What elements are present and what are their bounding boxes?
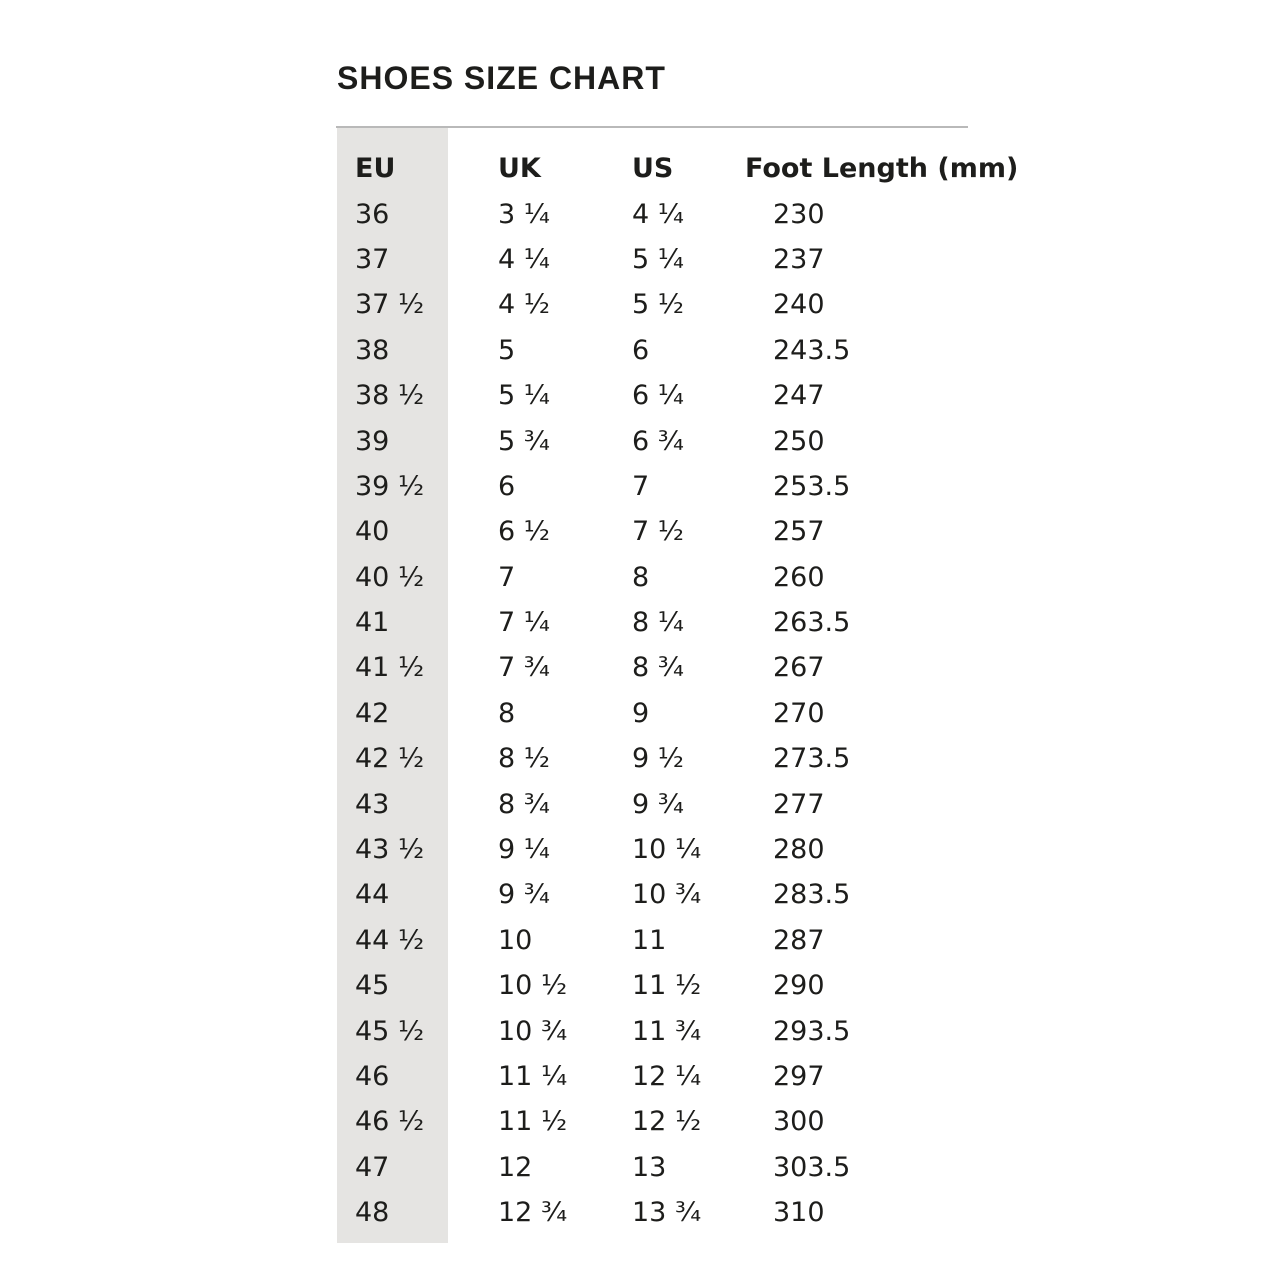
table-row [337, 872, 1027, 917]
us-size-cell: 12 ¼ [632, 1061, 702, 1092]
uk-size-cell: 5 ¾ [498, 425, 550, 457]
uk-size-cell: 4 ½ [498, 289, 550, 321]
us-size-cell: 13 [632, 1151, 667, 1183]
foot-length-cell: 243.5 [773, 334, 851, 366]
foot-length-cell: 283.5 [773, 879, 851, 911]
table-row [337, 328, 1027, 373]
table-row [337, 282, 1027, 327]
foot-length-cell: 273.5 [773, 743, 851, 775]
table-row [337, 191, 1027, 236]
uk-size-cell: 3 ¼ [498, 198, 550, 230]
foot-length-cell: 290 [773, 970, 825, 1002]
eu-size-cell: 41 ½ [355, 652, 425, 684]
table-header-row [337, 146, 1027, 191]
us-size-cell: 10 ¼ [632, 834, 702, 866]
eu-size-cell: 43 [355, 788, 390, 820]
us-size-cell: 5 ¼ [632, 243, 684, 275]
us-size-cell: 8 ¾ [632, 652, 684, 684]
us-size-cell: 7 ½ [632, 516, 684, 548]
eu-size-cell: 41 [355, 607, 390, 639]
us-size-cell: 10 ¾ [632, 879, 702, 911]
eu-size-cell: 38 [355, 334, 390, 366]
foot-length-cell: 300 [773, 1106, 825, 1138]
table-row [337, 781, 1027, 826]
eu-size-cell: 45 ½ [355, 1015, 425, 1047]
table-row [337, 1145, 1027, 1190]
uk-size-cell: 11 ¼ [498, 1061, 568, 1092]
us-size-cell: 8 [632, 561, 650, 593]
table-row [337, 418, 1027, 463]
uk-size-cell: 10 [498, 924, 533, 956]
us-size-cell: 11 [632, 924, 667, 956]
uk-size-cell: 10 ¾ [498, 1015, 568, 1047]
uk-size-cell: 7 ¼ [498, 607, 550, 639]
foot-length-cell: 240 [773, 289, 825, 321]
us-size-cell: 4 ¼ [632, 198, 684, 230]
uk-size-cell: 6 [498, 470, 516, 502]
eu-size-cell: 44 ½ [355, 924, 425, 956]
us-size-cell: 9 [632, 697, 650, 729]
uk-size-cell: 9 ¾ [498, 879, 550, 911]
foot-length-cell: 267 [773, 652, 825, 684]
foot-length-cell: 253.5 [773, 470, 851, 502]
foot-length-cell: 250 [773, 425, 825, 457]
foot-length-cell: 293.5 [773, 1015, 851, 1047]
foot-length-cell: 297 [773, 1061, 825, 1092]
foot-length-cell: 257 [773, 516, 825, 548]
foot-length-cell: 287 [773, 924, 825, 956]
foot-length-cell: 230 [773, 198, 825, 230]
table-row [337, 645, 1027, 690]
eu-size-cell: 40 ½ [355, 561, 425, 593]
uk-size-cell: 11 ½ [498, 1106, 568, 1138]
eu-size-cell: 45 [355, 970, 390, 1002]
table-row [337, 918, 1027, 963]
uk-size-cell: 9 ¼ [498, 834, 550, 866]
page-title: SHOES SIZE CHART [337, 60, 666, 96]
us-size-cell: 11 ½ [632, 970, 702, 1002]
foot-length-cell: 280 [773, 834, 825, 866]
uk-size-cell: 12 ¾ [498, 1197, 568, 1229]
us-size-cell: 12 ½ [632, 1106, 702, 1138]
foot-length-cell: 277 [773, 788, 825, 820]
foot-length-cell: 237 [773, 243, 825, 275]
table-row [337, 1190, 1027, 1235]
column-header-uk: UK [498, 153, 541, 185]
uk-size-cell: 6 ½ [498, 516, 550, 548]
table-row [337, 555, 1027, 600]
eu-size-cell: 37 [355, 243, 390, 275]
eu-size-cell: 38 ½ [355, 380, 425, 412]
eu-size-cell: 48 [355, 1197, 390, 1229]
table-row [337, 1008, 1027, 1053]
foot-length-cell: 260 [773, 561, 825, 593]
eu-size-cell: 43 ½ [355, 834, 425, 866]
us-size-cell: 8 ¼ [632, 607, 684, 639]
us-size-cell: 6 [632, 334, 650, 366]
eu-size-cell: 44 [355, 879, 390, 911]
us-size-cell: 11 ¾ [632, 1015, 702, 1047]
foot-length-cell: 310 [773, 1197, 825, 1229]
size-conversion-table [337, 128, 1027, 1235]
us-size-cell: 13 ¾ [632, 1197, 702, 1229]
uk-size-cell: 8 ¾ [498, 788, 550, 820]
us-size-cell: 6 ¼ [632, 380, 684, 412]
eu-size-cell: 42 [355, 697, 390, 729]
us-size-cell: 6 ¾ [632, 425, 684, 457]
eu-size-cell: 40 [355, 516, 390, 548]
table-row [337, 600, 1027, 645]
uk-size-cell: 5 ¼ [498, 380, 550, 412]
table-row [337, 237, 1027, 282]
us-size-cell: 9 ¾ [632, 788, 684, 820]
foot-length-cell: 270 [773, 697, 825, 729]
table-row [337, 1054, 1027, 1099]
table-row [337, 736, 1027, 781]
uk-size-cell: 7 [498, 561, 516, 593]
table-row [337, 373, 1027, 418]
us-size-cell: 7 [632, 470, 650, 502]
eu-size-cell: 37 ½ [355, 289, 425, 321]
foot-length-cell: 263.5 [773, 607, 851, 639]
table-row [337, 1099, 1027, 1144]
table-row [337, 827, 1027, 872]
table-row [337, 464, 1027, 509]
column-header-eu: EU [355, 153, 396, 185]
column-header-us: US [632, 153, 674, 185]
table-row [337, 691, 1027, 736]
uk-size-cell: 5 [498, 334, 516, 366]
eu-size-cell: 42 ½ [355, 743, 425, 775]
eu-size-cell: 36 [355, 198, 390, 230]
eu-size-cell: 39 [355, 425, 390, 457]
us-size-cell: 5 ½ [632, 289, 684, 321]
foot-length-cell: 247 [773, 380, 825, 412]
foot-length-cell: 303.5 [773, 1151, 851, 1183]
eu-size-cell: 46 ½ [355, 1106, 425, 1138]
uk-size-cell: 4 ¼ [498, 243, 550, 275]
eu-size-cell: 46 [355, 1061, 390, 1092]
eu-size-cell: 47 [355, 1151, 390, 1183]
uk-size-cell: 8 [498, 697, 516, 729]
uk-size-cell: 7 ¾ [498, 652, 550, 684]
column-header-foot-length: Foot Length (mm) [745, 153, 1019, 185]
eu-size-cell: 39 ½ [355, 470, 425, 502]
uk-size-cell: 8 ½ [498, 743, 550, 775]
uk-size-cell: 10 ½ [498, 970, 568, 1002]
table-body [337, 191, 1027, 1235]
uk-size-cell: 12 [498, 1151, 533, 1183]
table-row [337, 963, 1027, 1008]
table-row [337, 509, 1027, 554]
us-size-cell: 9 ½ [632, 743, 684, 775]
